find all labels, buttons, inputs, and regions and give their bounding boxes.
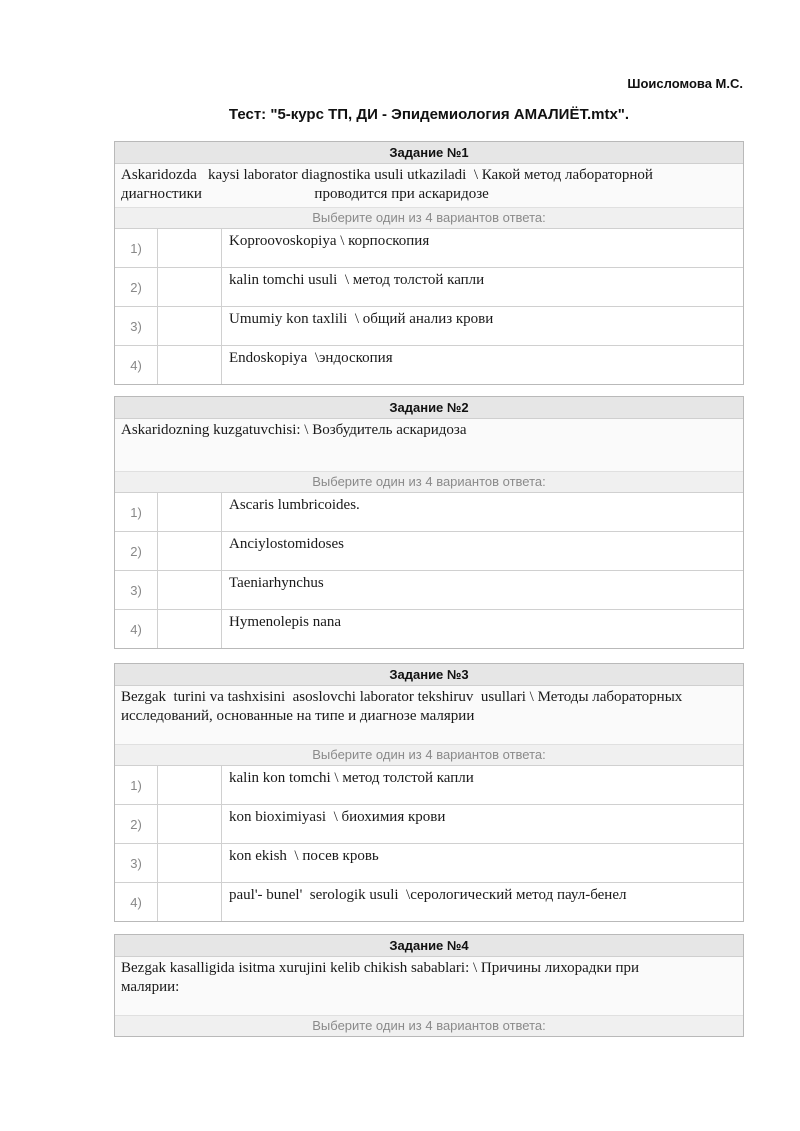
answer-row [115, 765, 743, 804]
answer-row [115, 345, 743, 384]
answer-number: 4) [115, 346, 158, 384]
task-header: Задание №1 [115, 142, 743, 164]
answer-number: 1) [115, 766, 158, 804]
answer-select-cell[interactable] [158, 805, 222, 843]
question-text [115, 957, 743, 1015]
task-block [114, 396, 744, 649]
answer-number: 1) [115, 229, 158, 267]
task-block [114, 663, 744, 922]
answer-select-cell[interactable] [158, 493, 222, 531]
answer-select-cell[interactable] [158, 766, 222, 804]
answer-row [115, 306, 743, 345]
answer-instruction: Выберите один из 4 вариантов ответа: [115, 744, 743, 765]
answer-number: 4) [115, 883, 158, 921]
answer-select-cell[interactable] [158, 229, 222, 267]
answer-select-cell[interactable] [158, 610, 222, 648]
answer-number: 2) [115, 268, 158, 306]
question-line: Bezgak kasalligida isitma xurujini kelib chikish sabablari: \ Причины лихорадки при [121, 960, 640, 976]
answer-text: paul'- bunel' serologik usuli \серологический метод паул-бенел [229, 887, 627, 903]
question-text [115, 164, 743, 207]
question-line: Askaridozda kaysi laborator diagnostika usuli utkaziladi \ Какой метод лабораторной [121, 167, 653, 183]
answer-text: Umumiy kon taxlili \ общий анализ крови [229, 311, 494, 327]
question-text [115, 419, 743, 471]
answer-number: 3) [115, 307, 158, 345]
answer-number: 2) [115, 532, 158, 570]
answer-row [115, 228, 743, 267]
question-text [115, 686, 743, 744]
answer-instruction: Выберите один из 4 вариантов ответа: [115, 207, 743, 228]
answer-select-cell[interactable] [158, 346, 222, 384]
document-title: Тест: "5-курс ТП, ДИ - Эпидемиология АМАЛИЁТ.mtx". [228, 106, 630, 123]
answer-select-cell[interactable] [158, 571, 222, 609]
answer-select-cell[interactable] [158, 307, 222, 345]
answer-text: Koproovoskopiya \ корпоскопия [229, 233, 430, 249]
answer-text: kalin kon tomchi \ метод толстой капли [229, 770, 474, 786]
answer-select-cell[interactable] [158, 883, 222, 921]
answer-row [115, 882, 743, 921]
answer-select-cell[interactable] [158, 532, 222, 570]
answer-number: 4) [115, 610, 158, 648]
answer-text: Taeniarhynchus [229, 575, 324, 591]
answer-text: Anciylostomidoses [229, 536, 344, 552]
answer-select-cell[interactable] [158, 844, 222, 882]
task-header: Задание №4 [115, 935, 743, 957]
answer-row [115, 531, 743, 570]
answer-text: kon ekish \ посев кровь [229, 848, 379, 864]
answer-number: 3) [115, 571, 158, 609]
answer-text: kalin tomchi usuli \ метод толстой капли [229, 272, 485, 288]
author-name: Шоисломова М.С. [627, 76, 743, 91]
answer-number: 1) [115, 493, 158, 531]
question-line: диагностики проводится при аскаридозе [121, 186, 489, 202]
answer-row [115, 804, 743, 843]
answer-row [115, 267, 743, 306]
question-line: исследований, основанные на типе и диагнозе малярии [121, 708, 475, 724]
question-line: малярии: [121, 979, 180, 995]
answer-text: Hymenolepis nana [229, 614, 342, 630]
answer-row [115, 609, 743, 648]
task-block [114, 141, 744, 385]
answer-text: Endoskopiya \эндоскопия [229, 350, 393, 366]
question-line: Askaridozning kuzgatuvchisi: \ Возбудитель аскаридоза [121, 422, 467, 438]
answer-instruction: Выберите один из 4 вариантов ответа: [115, 471, 743, 492]
answer-number: 2) [115, 805, 158, 843]
answer-text: Ascaris lumbricoides. [229, 497, 360, 513]
answer-select-cell[interactable] [158, 268, 222, 306]
answer-text: kon bioximiyasi \ биохимия крови [229, 809, 446, 825]
answer-row [115, 570, 743, 609]
task-header: Задание №2 [115, 397, 743, 419]
answer-row [115, 492, 743, 531]
task-header: Задание №3 [115, 664, 743, 686]
answer-row [115, 843, 743, 882]
answer-number: 3) [115, 844, 158, 882]
task-block [114, 934, 744, 1037]
question-line: Bezgak turini va tashxisini asoslovchi laborator tekshiruv usullari \ Методы лабораторных [121, 689, 683, 705]
answer-instruction: Выберите один из 4 вариантов ответа: [115, 1015, 743, 1036]
